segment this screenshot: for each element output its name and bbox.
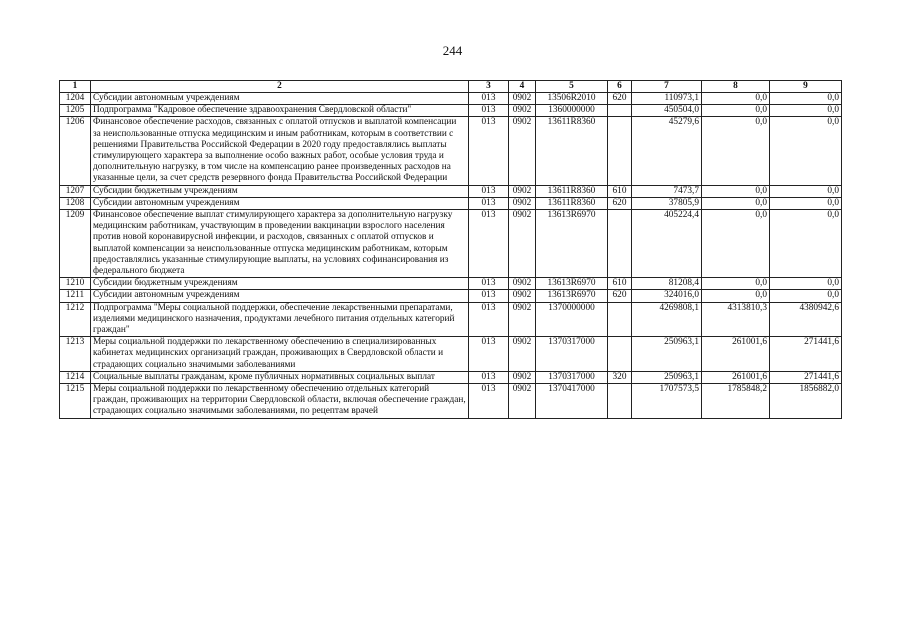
- amount-col9-cell: 271441,6: [770, 371, 842, 383]
- header-cell: 7: [632, 81, 702, 93]
- amount-col7-cell: 110973,1: [632, 93, 702, 105]
- table-row: [60, 117, 842, 185]
- amount-col7-cell: 250963,1: [632, 371, 702, 383]
- target-article-cell: 13613R6970: [536, 278, 608, 290]
- row-number-cell: 1212: [60, 302, 91, 337]
- amount-col8-cell: 0,0: [702, 93, 770, 105]
- row-number-cell: 1211: [60, 290, 91, 302]
- amount-col7-cell: 324016,0: [632, 290, 702, 302]
- target-article-cell: 1370417000: [536, 384, 608, 419]
- section-code-cell: 0902: [509, 93, 536, 105]
- budget-table: [59, 80, 842, 419]
- ministry-code-cell: 013: [469, 302, 509, 337]
- page-number: 244: [442, 43, 463, 58]
- table-row: [60, 384, 842, 419]
- row-number-cell: 1215: [60, 384, 91, 419]
- row-number-cell: 1213: [60, 337, 91, 372]
- row-number-cell: 1204: [60, 93, 91, 105]
- expense-type-cell: 620: [608, 290, 632, 302]
- amount-col9-cell: 0,0: [770, 185, 842, 197]
- item-name-cell: Субсидии автономным учреждениям: [91, 93, 469, 105]
- amount-col8-cell: 0,0: [702, 197, 770, 209]
- amount-col8-cell: 0,0: [702, 210, 770, 278]
- section-code-cell: 0902: [509, 371, 536, 383]
- row-number-cell: 1207: [60, 185, 91, 197]
- header-cell: 3: [469, 81, 509, 93]
- table-row: [60, 278, 842, 290]
- amount-col9-cell: 0,0: [770, 290, 842, 302]
- table-row: [60, 371, 842, 383]
- ministry-code-cell: 013: [469, 290, 509, 302]
- item-name-cell: Социальные выплаты гражданам, кроме публичных нормативных социальных выплат: [91, 371, 469, 383]
- ministry-code-cell: 013: [469, 117, 509, 185]
- header-cell: 8: [702, 81, 770, 93]
- table-row: [60, 185, 842, 197]
- table-row: [60, 337, 842, 372]
- target-article-cell: 1370000000: [536, 302, 608, 337]
- ministry-code-cell: 013: [469, 384, 509, 419]
- ministry-code-cell: 013: [469, 278, 509, 290]
- amount-col7-cell: 7473,7: [632, 185, 702, 197]
- expense-type-cell: [608, 384, 632, 419]
- amount-col8-cell: 261001,6: [702, 337, 770, 372]
- amount-col9-cell: 4380942,6: [770, 302, 842, 337]
- section-code-cell: 0902: [509, 185, 536, 197]
- header-cell: 2: [91, 81, 469, 93]
- amount-col9-cell: 1856882,0: [770, 384, 842, 419]
- expense-type-cell: [608, 337, 632, 372]
- header-cell: 5: [536, 81, 608, 93]
- expense-type-cell: [608, 210, 632, 278]
- ministry-code-cell: 013: [469, 210, 509, 278]
- table-row: [60, 210, 842, 278]
- row-number-cell: 1209: [60, 210, 91, 278]
- target-article-cell: 1370317000: [536, 371, 608, 383]
- target-article-cell: 1370317000: [536, 337, 608, 372]
- table-row: [60, 93, 842, 105]
- table-row: [60, 105, 842, 117]
- item-name-cell: Меры социальной поддержки по лекарственному обеспечению в специализированных кабинетах медицинских организаций граждан, проживающих в Свердловской области и страдающих социально значимыми заболеваниями: [91, 337, 469, 372]
- section-code-cell: 0902: [509, 290, 536, 302]
- row-number-cell: 1205: [60, 105, 91, 117]
- expense-type-cell: 320: [608, 371, 632, 383]
- amount-col7-cell: 405224,4: [632, 210, 702, 278]
- table-row: [60, 302, 842, 337]
- amount-col7-cell: 81208,4: [632, 278, 702, 290]
- section-code-cell: 0902: [509, 384, 536, 419]
- ministry-code-cell: 013: [469, 337, 509, 372]
- row-number-cell: 1214: [60, 371, 91, 383]
- expense-type-cell: 620: [608, 93, 632, 105]
- expense-type-cell: 620: [608, 197, 632, 209]
- amount-col8-cell: 0,0: [702, 185, 770, 197]
- header-cell: 1: [60, 81, 91, 93]
- expense-type-cell: [608, 117, 632, 185]
- ministry-code-cell: 013: [469, 105, 509, 117]
- item-name-cell: Меры социальной поддержки по лекарственному обеспечению отдельных категорий граждан, проживающих на территории Свердловской области, включая обеспечение граждан, страдающих социально значимыми заболеваниями, по рецептам врачей: [91, 384, 469, 419]
- amount-col7-cell: 37805,9: [632, 197, 702, 209]
- section-code-cell: 0902: [509, 337, 536, 372]
- amount-col9-cell: 0,0: [770, 105, 842, 117]
- target-article-cell: 13506R2010: [536, 93, 608, 105]
- section-code-cell: 0902: [509, 278, 536, 290]
- header-cell: 9: [770, 81, 842, 93]
- expense-type-cell: [608, 105, 632, 117]
- ministry-code-cell: 013: [469, 371, 509, 383]
- row-number-cell: 1208: [60, 197, 91, 209]
- amount-col9-cell: 271441,6: [770, 337, 842, 372]
- section-code-cell: 0902: [509, 197, 536, 209]
- header-cell: 6: [608, 81, 632, 93]
- table-row: [60, 197, 842, 209]
- item-name-cell: Финансовое обеспечение выплат стимулирующего характера за дополнительную нагрузку медицинским работникам, участвующим в проведении вакцинации взрослого населения против новой коронавирусной инфекции, и расходов, связанных с оплатой отпусков и выплатой компенсации за неиспользованные отпуска медицинским работникам, которым предоставлялись указанные стимулирующие выплаты, на условиях софинансирования из федерального бюджета: [91, 210, 469, 278]
- target-article-cell: 13613R6970: [536, 210, 608, 278]
- amount-col9-cell: 0,0: [770, 210, 842, 278]
- amount-col8-cell: 0,0: [702, 290, 770, 302]
- amount-col8-cell: 1785848,2: [702, 384, 770, 419]
- amount-col8-cell: 0,0: [702, 278, 770, 290]
- item-name-cell: Финансовое обеспечение расходов, связанных с оплатой отпусков и выплатой компенсации за неиспользованные отпуска медицинским и иным работникам, которым в соответствии с решениями Правительства Российской Федерации в 2020 году предоставлялись выплаты стимулирующего характера за выполнение особо важных работ, особые условия труда и дополнительную нагрузку, в том числе на компенсацию ранее произведенных расходов на указанные цели, за счет средств резервного фонда Правительства Российской Федерации: [91, 117, 469, 185]
- header-cell: 4: [509, 81, 536, 93]
- section-code-cell: 0902: [509, 302, 536, 337]
- section-code-cell: 0902: [509, 117, 536, 185]
- item-name-cell: Подпрограмма "Меры социальной поддержки, обеспечение лекарственными препаратами, изделиями медицинского назначения, продуктами лечебного питания отдельных категорий граждан": [91, 302, 469, 337]
- table-row: [60, 290, 842, 302]
- item-name-cell: Субсидии автономным учреждениям: [91, 197, 469, 209]
- expense-type-cell: 610: [608, 278, 632, 290]
- amount-col7-cell: 450504,0: [632, 105, 702, 117]
- amount-col7-cell: 4269808,1: [632, 302, 702, 337]
- ministry-code-cell: 013: [469, 93, 509, 105]
- item-name-cell: Подпрограмма "Кадровое обеспечение здравоохранения Свердловской области": [91, 105, 469, 117]
- row-number-cell: 1210: [60, 278, 91, 290]
- amount-col7-cell: 1707573,5: [632, 384, 702, 419]
- expense-type-cell: [608, 302, 632, 337]
- item-name-cell: Субсидии бюджетным учреждениям: [91, 185, 469, 197]
- amount-col9-cell: 0,0: [770, 117, 842, 185]
- target-article-cell: 1360000000: [536, 105, 608, 117]
- amount-col9-cell: 0,0: [770, 197, 842, 209]
- target-article-cell: 13613R6970: [536, 290, 608, 302]
- row-number-cell: 1206: [60, 117, 91, 185]
- amount-col9-cell: 0,0: [770, 278, 842, 290]
- ministry-code-cell: 013: [469, 197, 509, 209]
- section-code-cell: 0902: [509, 105, 536, 117]
- item-name-cell: Субсидии бюджетным учреждениям: [91, 278, 469, 290]
- amount-col7-cell: 45279,6: [632, 117, 702, 185]
- expense-type-cell: 610: [608, 185, 632, 197]
- amount-col8-cell: 4313810,3: [702, 302, 770, 337]
- target-article-cell: 13611R8360: [536, 117, 608, 185]
- amount-col8-cell: 261001,6: [702, 371, 770, 383]
- target-article-cell: 13611R8360: [536, 197, 608, 209]
- ministry-code-cell: 013: [469, 185, 509, 197]
- item-name-cell: Субсидии автономным учреждениям: [91, 290, 469, 302]
- amount-col9-cell: 0,0: [770, 93, 842, 105]
- amount-col7-cell: 250963,1: [632, 337, 702, 372]
- section-code-cell: 0902: [509, 210, 536, 278]
- table-header-row: [60, 81, 842, 93]
- target-article-cell: 13611R8360: [536, 185, 608, 197]
- amount-col8-cell: 0,0: [702, 105, 770, 117]
- amount-col8-cell: 0,0: [702, 117, 770, 185]
